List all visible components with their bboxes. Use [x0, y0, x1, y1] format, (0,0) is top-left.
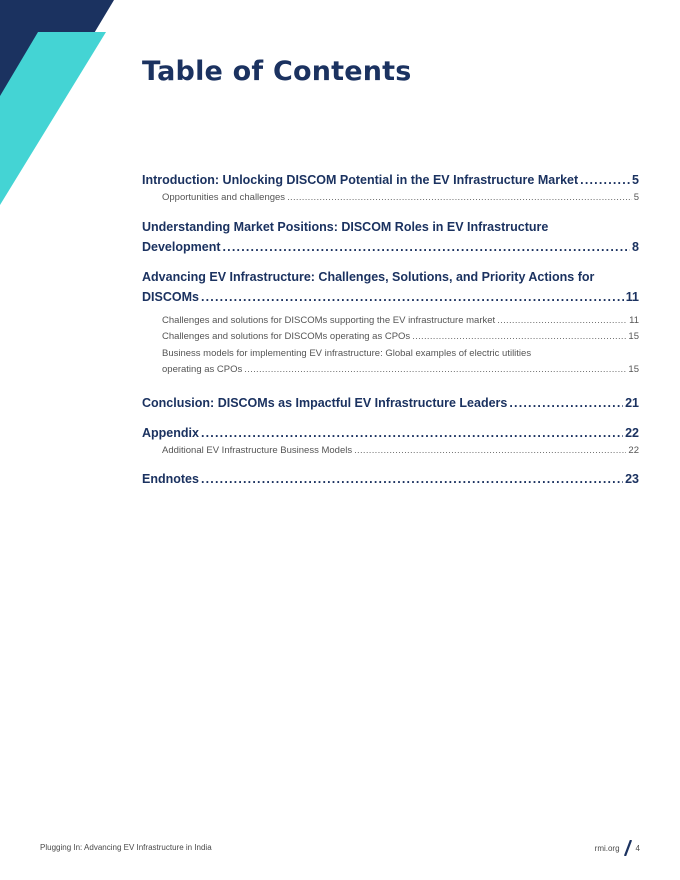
page-title: Table of Contents	[142, 56, 412, 87]
dot-leader	[244, 362, 626, 379]
toc-page-number: 21	[625, 395, 639, 410]
slash-divider-icon	[624, 840, 632, 856]
dot-leader	[412, 329, 626, 346]
toc-page-number: 5	[632, 173, 639, 187]
dot-leader	[201, 287, 624, 307]
dot-leader	[354, 443, 626, 460]
toc-page-number: 8	[632, 239, 639, 254]
dot-leader	[509, 393, 623, 413]
toc-entry-title-line2: Development	[142, 239, 221, 254]
footer-site-link[interactable]: rmi.org	[594, 843, 620, 853]
toc-entry-title: Opportunities and challenges	[162, 192, 286, 203]
toc-entry-title-line1: Advancing EV Infrastructure: Challenges, Solutions, and Priority Actions for	[142, 269, 595, 284]
toc-entry-title: Conclusion: DISCOMs as Impactful EV Infrastructure Leaders	[142, 395, 508, 410]
dot-leader	[201, 469, 623, 489]
dot-leader	[580, 170, 630, 190]
toc-entry-advancing[interactable]	[142, 267, 639, 307]
dot-leader	[497, 313, 627, 330]
dot-leader	[201, 423, 623, 443]
toc-entry-additional-models[interactable]	[142, 443, 639, 460]
toc-entry-title-line2: DISCOMs	[142, 289, 199, 304]
toc-entry-opportunities[interactable]	[142, 190, 639, 207]
toc-entry-title-line1: Business models for implementing EV infrastructure: Global examples of electric utilities	[162, 347, 532, 359]
dot-leader	[223, 237, 631, 257]
toc-entry-title: Appendix	[142, 425, 199, 440]
dot-leader	[287, 190, 632, 207]
toc-entry-endnotes[interactable]	[142, 469, 639, 489]
toc-entry-appendix[interactable]	[142, 423, 639, 443]
toc-entry-title: Endnotes	[142, 472, 199, 486]
corner-decoration	[0, 0, 120, 210]
toc-entry-title: Challenges and solutions for DISCOMs supporting the EV infrastructure market	[162, 314, 496, 326]
footer-page-number: 4	[635, 843, 640, 853]
toc-entry-introduction[interactable]	[142, 170, 639, 190]
table-of-contents	[142, 170, 639, 489]
toc-page-number: 23	[625, 472, 639, 486]
toc-page-number: 11	[629, 314, 639, 326]
toc-entry-supporting[interactable]	[142, 313, 639, 330]
toc-entry-conclusion[interactable]	[142, 393, 639, 413]
footer-right	[595, 840, 640, 856]
toc-page-number: 15	[628, 331, 639, 342]
toc-entry-title-line1: Understanding Market Positions: DISCOM Roles in EV Infrastructure	[142, 219, 549, 234]
toc-entry-market-positions[interactable]	[142, 217, 639, 257]
toc-page-number: 5	[633, 192, 639, 203]
toc-page-number: 22	[625, 425, 639, 440]
toc-entry-title: Challenges and solutions for DISCOMs operating as CPOs	[162, 331, 411, 342]
toc-page-number: 15	[628, 364, 639, 375]
toc-entry-cpos[interactable]	[142, 329, 639, 346]
toc-page-number: 11	[625, 289, 639, 304]
toc-entry-business-models[interactable]	[142, 346, 639, 379]
toc-entry-title-line2: operating as CPOs	[162, 364, 243, 375]
footer-document-title: Plugging In: Advancing EV Infrastructure in India	[40, 843, 212, 852]
toc-entry-title: Additional EV Infrastructure Business Models	[162, 444, 353, 456]
toc-entry-title: Introduction: Unlocking DISCOM Potential in the EV Infrastructure Market	[142, 173, 579, 187]
toc-page-number: 22	[628, 444, 639, 456]
